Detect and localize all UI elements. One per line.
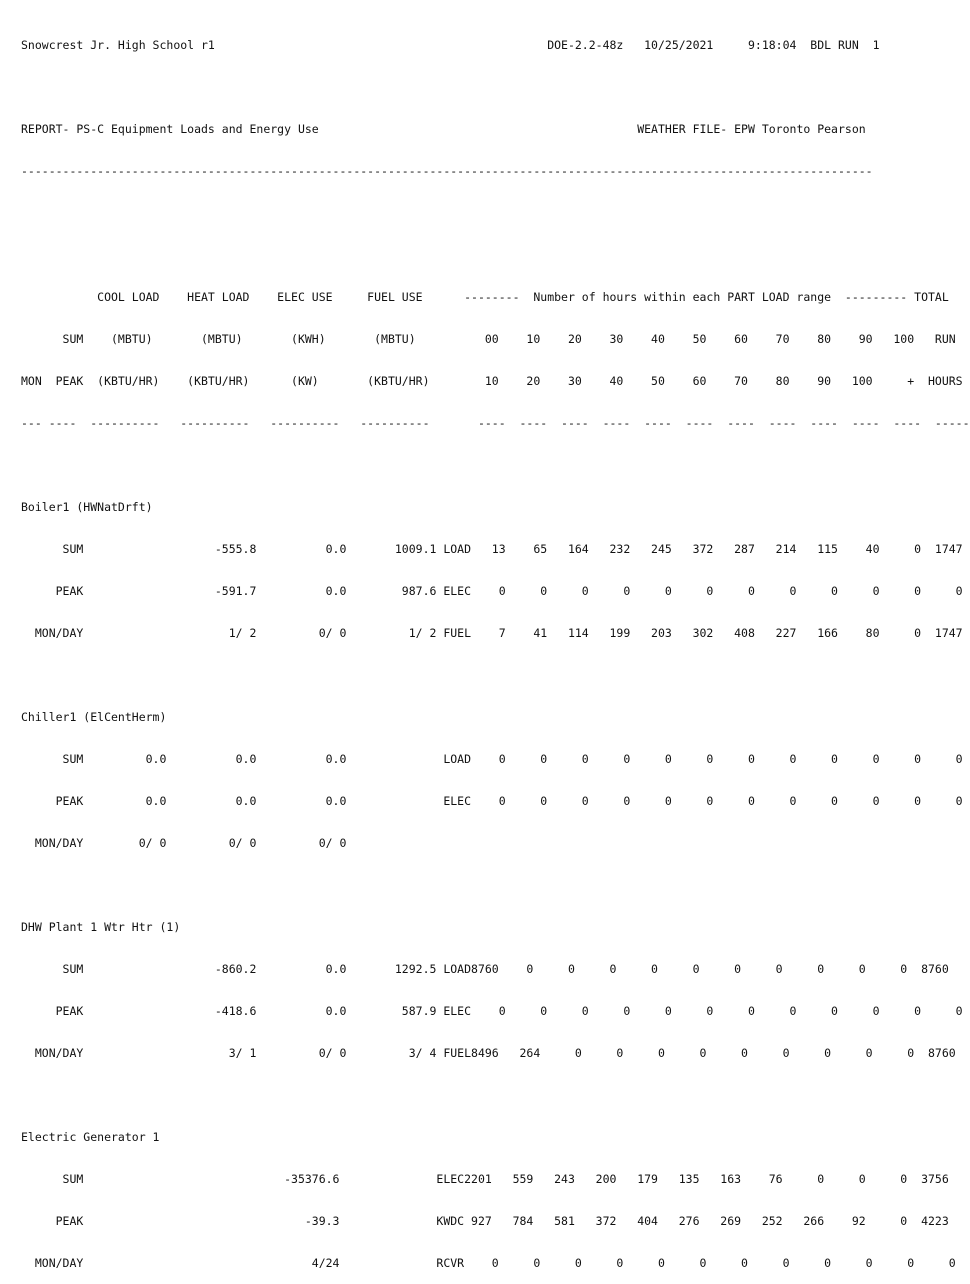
report-text [21, 10, 970, 1284]
separator-line: --------------------------------------------------------------------------------------------------------------------------- [21, 164, 873, 178]
equipment-title-chiller: Chiller1 (ElCentHerm) [21, 710, 167, 724]
data-row: MON/DAY 0/ 0 0/ 0 0/ 0 [21, 836, 347, 850]
blank-line [21, 878, 970, 892]
data-row: SUM -555.8 0.0 1009.1 LOAD 13 65 164 232 245 372 287 214 115 40 0 1747 [21, 542, 963, 556]
column-underline: --- ---- ---------- ---------- ---------- ---------- ---- ---- ---- ---- ---- ---- ---- ---- ---- ---- ---- ----- [21, 416, 970, 430]
data-row: PEAK -591.7 0.0 987.6 ELEC 0 0 0 0 0 0 0 0 0 0 0 0 [21, 584, 963, 598]
equipment-title-dhw: DHW Plant 1 Wtr Htr (1) [21, 920, 181, 934]
report-title-line: REPORT- PS-C Equipment Loads and Energy Use WEATHER FILE- EPW Toronto Pearson [21, 122, 866, 136]
data-row: PEAK 0.0 0.0 0.0 ELEC 0 0 0 0 0 0 0 0 0 0 0 0 [21, 794, 963, 808]
column-header-line-3: MON PEAK (KBTU/HR) (KBTU/HR) (KW) (KBTU/HR) 10 20 30 40 50 60 70 80 90 100 + HOURS [21, 374, 963, 388]
blank-line [21, 206, 970, 220]
column-header-line-2: SUM (MBTU) (MBTU) (KWH) (MBTU) 00 10 20 30 40 50 60 70 80 90 100 RUN [21, 332, 956, 346]
data-row: SUM -35376.6 ELEC2201 559 243 200 179 135 163 76 0 0 0 3756 [21, 1172, 949, 1186]
column-header-line-1: COOL LOAD HEAT LOAD ELEC USE FUEL USE -------- Number of hours within each PART LOAD range --------- TOTAL [21, 290, 949, 304]
equipment-title-boiler: Boiler1 (HWNatDrft) [21, 500, 153, 514]
data-row: SUM -860.2 0.0 1292.5 LOAD8760 0 0 0 0 0 0 0 0 0 0 8760 [21, 962, 949, 976]
blank-line [21, 80, 970, 94]
data-row: SUM 0.0 0.0 0.0 LOAD 0 0 0 0 0 0 0 0 0 0 0 0 [21, 752, 963, 766]
blank-line [21, 668, 970, 682]
blank-line [21, 248, 970, 262]
blank-line [21, 458, 970, 472]
equipment-title-generator: Electric Generator 1 [21, 1130, 160, 1144]
report-header-line: Snowcrest Jr. High School r1 DOE-2.2-48z 10/25/2021 9:18:04 BDL RUN 1 [21, 38, 880, 52]
data-row: MON/DAY 4/24 RCVR 0 0 0 0 0 0 0 0 0 0 0 0 [21, 1256, 956, 1270]
data-row: PEAK -39.3 KWDC 927 784 581 372 404 276 269 252 266 92 0 4223 [21, 1214, 949, 1228]
data-row: MON/DAY 1/ 2 0/ 0 1/ 2 FUEL 7 41 114 199 203 302 408 227 166 80 0 1747 [21, 626, 963, 640]
data-row: MON/DAY 3/ 1 0/ 0 3/ 4 FUEL8496 264 0 0 0 0 0 0 0 0 0 8760 [21, 1046, 956, 1060]
data-row: PEAK -418.6 0.0 587.9 ELEC 0 0 0 0 0 0 0 0 0 0 0 0 [21, 1004, 963, 1018]
blank-line [21, 1088, 970, 1102]
